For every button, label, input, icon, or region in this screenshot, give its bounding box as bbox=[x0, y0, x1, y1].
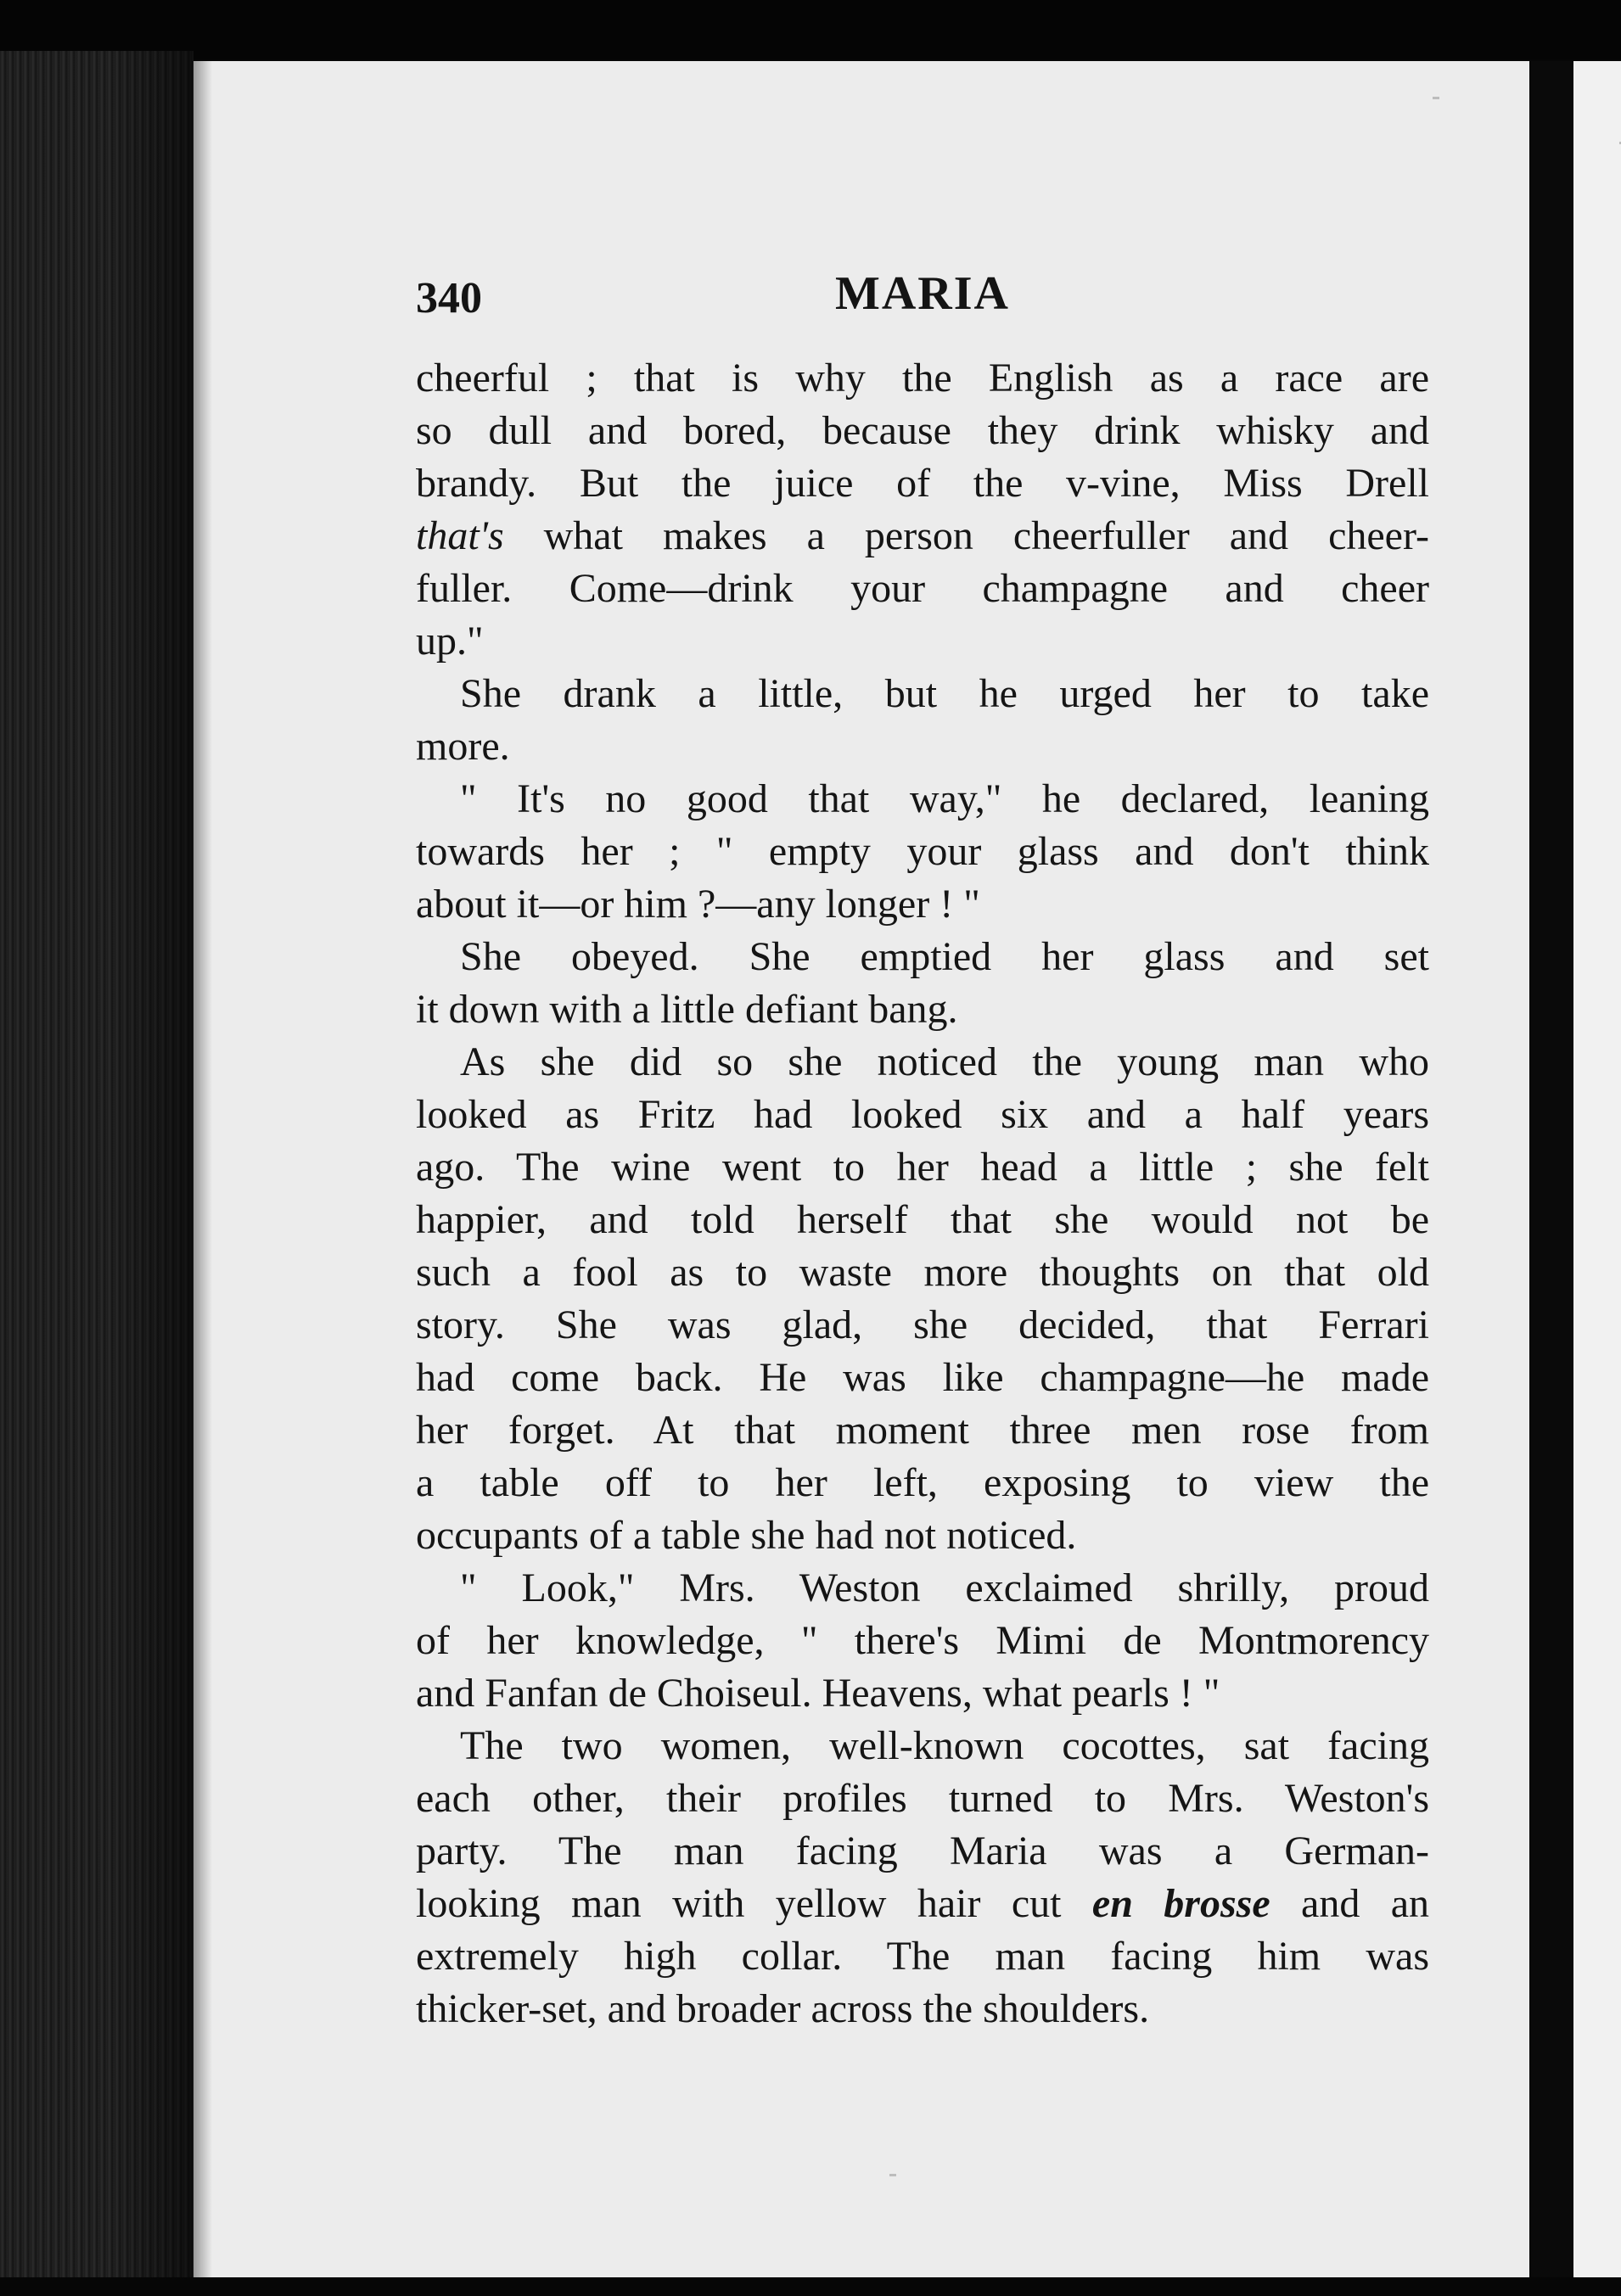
text-line: She drank a little, but he urged her to take bbox=[460, 671, 1429, 716]
text-line: occupants of a table she had not noticed. bbox=[416, 1513, 1077, 1558]
text-line: a table off to her left, exposing to view the bbox=[416, 1460, 1429, 1505]
text-line: of her knowledge, " there's Mimi de Montmorency bbox=[416, 1618, 1429, 1663]
running-title: MARIA bbox=[835, 267, 1010, 320]
text-line: it down with a little defiant bang. bbox=[416, 987, 958, 1032]
text-line: She obeyed. She emptied her glass and set bbox=[460, 934, 1429, 979]
text-line: more. bbox=[416, 724, 510, 769]
text-line: happier, and told herself that she would not be bbox=[416, 1197, 1429, 1242]
text-line: so dull and bored, because they drink whisky and bbox=[416, 408, 1429, 453]
text-line: about it—or him ?—any longer ! " bbox=[416, 882, 980, 927]
text-line: ago. The wine went to her head a little ; she felt bbox=[416, 1145, 1429, 1190]
text-line: that's what makes a person cheerfuller and cheer- bbox=[416, 513, 1429, 558]
text-line: such a fool as to waste more thoughts on that old bbox=[416, 1250, 1429, 1295]
scan-speck bbox=[889, 2174, 896, 2176]
text-line: extremely high collar. The man facing him was bbox=[416, 1934, 1429, 1979]
text-line: and Fanfan de Choiseul. Heavens, what pearls ! " bbox=[416, 1671, 1220, 1716]
text-line: up." bbox=[416, 619, 484, 664]
book-spine-edge bbox=[0, 51, 194, 2296]
text-line: cheerful ; that is why the English as a race are bbox=[416, 356, 1429, 400]
page-gutter-shadow bbox=[1529, 61, 1573, 2277]
text-line: fuller. Come—drink your champagne and cheer bbox=[416, 566, 1429, 611]
text-line: party. The man facing Maria was a German- bbox=[416, 1828, 1429, 1873]
page-body-text bbox=[416, 352, 1429, 2036]
text-line: As she did so she noticed the young man who bbox=[460, 1039, 1429, 1084]
scan-top-border bbox=[0, 0, 1621, 59]
text-line: looking man with yellow hair cut en brosse and an bbox=[416, 1881, 1430, 1926]
text-line: each other, their profiles turned to Mrs. Weston's bbox=[416, 1776, 1429, 1821]
text-line: brandy. But the juice of the v-vine, Miss Drell bbox=[416, 461, 1429, 506]
text-line: thicker-set, and broader across the shoulders. bbox=[416, 1986, 1150, 2031]
scan-bottom-border bbox=[0, 2277, 1621, 2296]
text-line: " It's no good that way," he declared, leaning bbox=[460, 776, 1429, 821]
page-header bbox=[416, 263, 1429, 331]
text-line: The two women, well-known cocottes, sat facing bbox=[460, 1723, 1429, 1768]
adjacent-page-strip bbox=[1573, 61, 1621, 2277]
page-number: 340 bbox=[416, 274, 482, 322]
text-line: looked as Fritz had looked six and a half years bbox=[416, 1092, 1429, 1137]
text-line: story. She was glad, she decided, that Ferrari bbox=[416, 1302, 1429, 1347]
text-line: towards her ; " empty your glass and don't think bbox=[416, 829, 1429, 874]
text-line: her forget. At that moment three men rose from bbox=[416, 1408, 1429, 1453]
text-line: " Look," Mrs. Weston exclaimed shrilly, proud bbox=[460, 1565, 1429, 1610]
text-line: had come back. He was like champagne—he made bbox=[416, 1355, 1429, 1400]
scan-speck bbox=[1433, 97, 1439, 99]
